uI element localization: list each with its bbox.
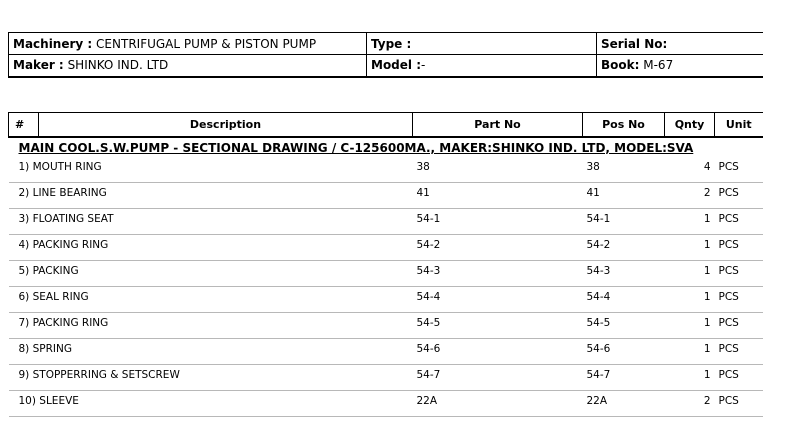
table-row bbox=[9, 157, 763, 183]
row-qnty: 2 bbox=[665, 391, 715, 417]
maker-value: SHINKO IND. LTD bbox=[67, 58, 169, 73]
table-row bbox=[9, 365, 763, 391]
row-pos-no: 54-6 bbox=[583, 339, 665, 365]
type-label: Type : bbox=[371, 36, 412, 51]
table-row bbox=[9, 183, 763, 209]
row-pos-no: 54-4 bbox=[583, 287, 665, 313]
row-qnty: 1 bbox=[665, 313, 715, 339]
table-row bbox=[9, 261, 763, 287]
row-pos-no: 54-3 bbox=[583, 261, 665, 287]
row-pos-no: 54-2 bbox=[583, 235, 665, 261]
table-row bbox=[9, 391, 763, 417]
model-value: - bbox=[421, 58, 426, 73]
book-label: Book: bbox=[601, 58, 640, 73]
type-cell bbox=[367, 33, 597, 55]
serial-cell bbox=[597, 33, 763, 55]
parts-table bbox=[8, 112, 763, 417]
header-row-1 bbox=[9, 33, 763, 55]
row-pos-no: 54-5 bbox=[583, 313, 665, 339]
col-header-pos-no: Pos No bbox=[583, 113, 665, 137]
row-part-no: 41 bbox=[413, 183, 583, 209]
row-description: 9) STOPPERRING & SETSCREW bbox=[9, 365, 413, 391]
row-unit: PCS bbox=[715, 391, 763, 417]
row-description: 3) FLOATING SEAT bbox=[9, 209, 413, 235]
book-cell bbox=[597, 55, 763, 77]
row-unit: PCS bbox=[715, 261, 763, 287]
table-row bbox=[9, 287, 763, 313]
maker-label: Maker : bbox=[13, 58, 64, 73]
row-qnty: 1 bbox=[665, 235, 715, 261]
table-row bbox=[9, 339, 763, 365]
machinery-label: Machinery : bbox=[13, 36, 93, 51]
row-part-no: 54-2 bbox=[413, 235, 583, 261]
row-description: 8) SPRING bbox=[9, 339, 413, 365]
row-pos-no: 54-1 bbox=[583, 209, 665, 235]
model-label: Model : bbox=[371, 58, 422, 73]
row-part-no: 54-1 bbox=[413, 209, 583, 235]
table-row bbox=[9, 235, 763, 261]
book-value: M-67 bbox=[643, 58, 674, 73]
col-header-part-no: Part No bbox=[413, 113, 583, 137]
row-qnty: 2 bbox=[665, 183, 715, 209]
row-unit: PCS bbox=[715, 209, 763, 235]
machinery-header bbox=[8, 32, 763, 78]
machinery-cell bbox=[9, 33, 367, 55]
machinery-value: CENTRIFUGAL PUMP & PISTON PUMP bbox=[96, 36, 317, 51]
row-part-no: 54-3 bbox=[413, 261, 583, 287]
serial-label: Serial No: bbox=[601, 36, 668, 51]
row-unit: PCS bbox=[715, 235, 763, 261]
row-part-no: 54-5 bbox=[413, 313, 583, 339]
col-header-unit: Unit bbox=[715, 113, 763, 137]
table-row bbox=[9, 209, 763, 235]
row-pos-no: 41 bbox=[583, 183, 665, 209]
row-unit: PCS bbox=[715, 287, 763, 313]
row-part-no: 54-6 bbox=[413, 339, 583, 365]
row-qnty: 1 bbox=[665, 287, 715, 313]
row-description: 6) SEAL RING bbox=[9, 287, 413, 313]
section-title: MAIN COOL.S.W.PUMP - SECTIONAL DRAWING / C-125600MA., MAKER:SHINKO IND. LTD, MODEL:SVA bbox=[18, 140, 694, 155]
row-description: 7) PACKING RING bbox=[9, 313, 413, 339]
row-part-no: 22A bbox=[413, 391, 583, 417]
row-description: 10) SLEEVE bbox=[9, 391, 413, 417]
row-pos-no: 38 bbox=[583, 157, 665, 183]
model-cell bbox=[367, 55, 597, 77]
row-unit: PCS bbox=[715, 313, 763, 339]
row-unit: PCS bbox=[715, 365, 763, 391]
row-pos-no: 22A bbox=[583, 391, 665, 417]
row-qnty: 1 bbox=[665, 209, 715, 235]
col-header-number: # bbox=[9, 113, 39, 137]
parts-table-header bbox=[9, 113, 763, 137]
row-description: 5) PACKING bbox=[9, 261, 413, 287]
row-description: 4) PACKING RING bbox=[9, 235, 413, 261]
col-header-description: Description bbox=[39, 113, 413, 137]
row-qnty: 1 bbox=[665, 261, 715, 287]
row-qnty: 1 bbox=[665, 339, 715, 365]
row-description: 2) LINE BEARING bbox=[9, 183, 413, 209]
row-qnty: 4 bbox=[665, 157, 715, 183]
row-unit: PCS bbox=[715, 157, 763, 183]
row-part-no: 54-7 bbox=[413, 365, 583, 391]
maker-cell bbox=[9, 55, 367, 77]
row-unit: PCS bbox=[715, 339, 763, 365]
header-row-2 bbox=[9, 55, 763, 77]
row-description: 1) MOUTH RING bbox=[9, 157, 413, 183]
row-qnty: 1 bbox=[665, 365, 715, 391]
row-pos-no: 54-7 bbox=[583, 365, 665, 391]
row-unit: PCS bbox=[715, 183, 763, 209]
row-part-no: 38 bbox=[413, 157, 583, 183]
table-row bbox=[9, 313, 763, 339]
col-header-qnty: Qnty bbox=[665, 113, 715, 137]
row-part-no: 54-4 bbox=[413, 287, 583, 313]
section-title-row bbox=[9, 137, 763, 157]
